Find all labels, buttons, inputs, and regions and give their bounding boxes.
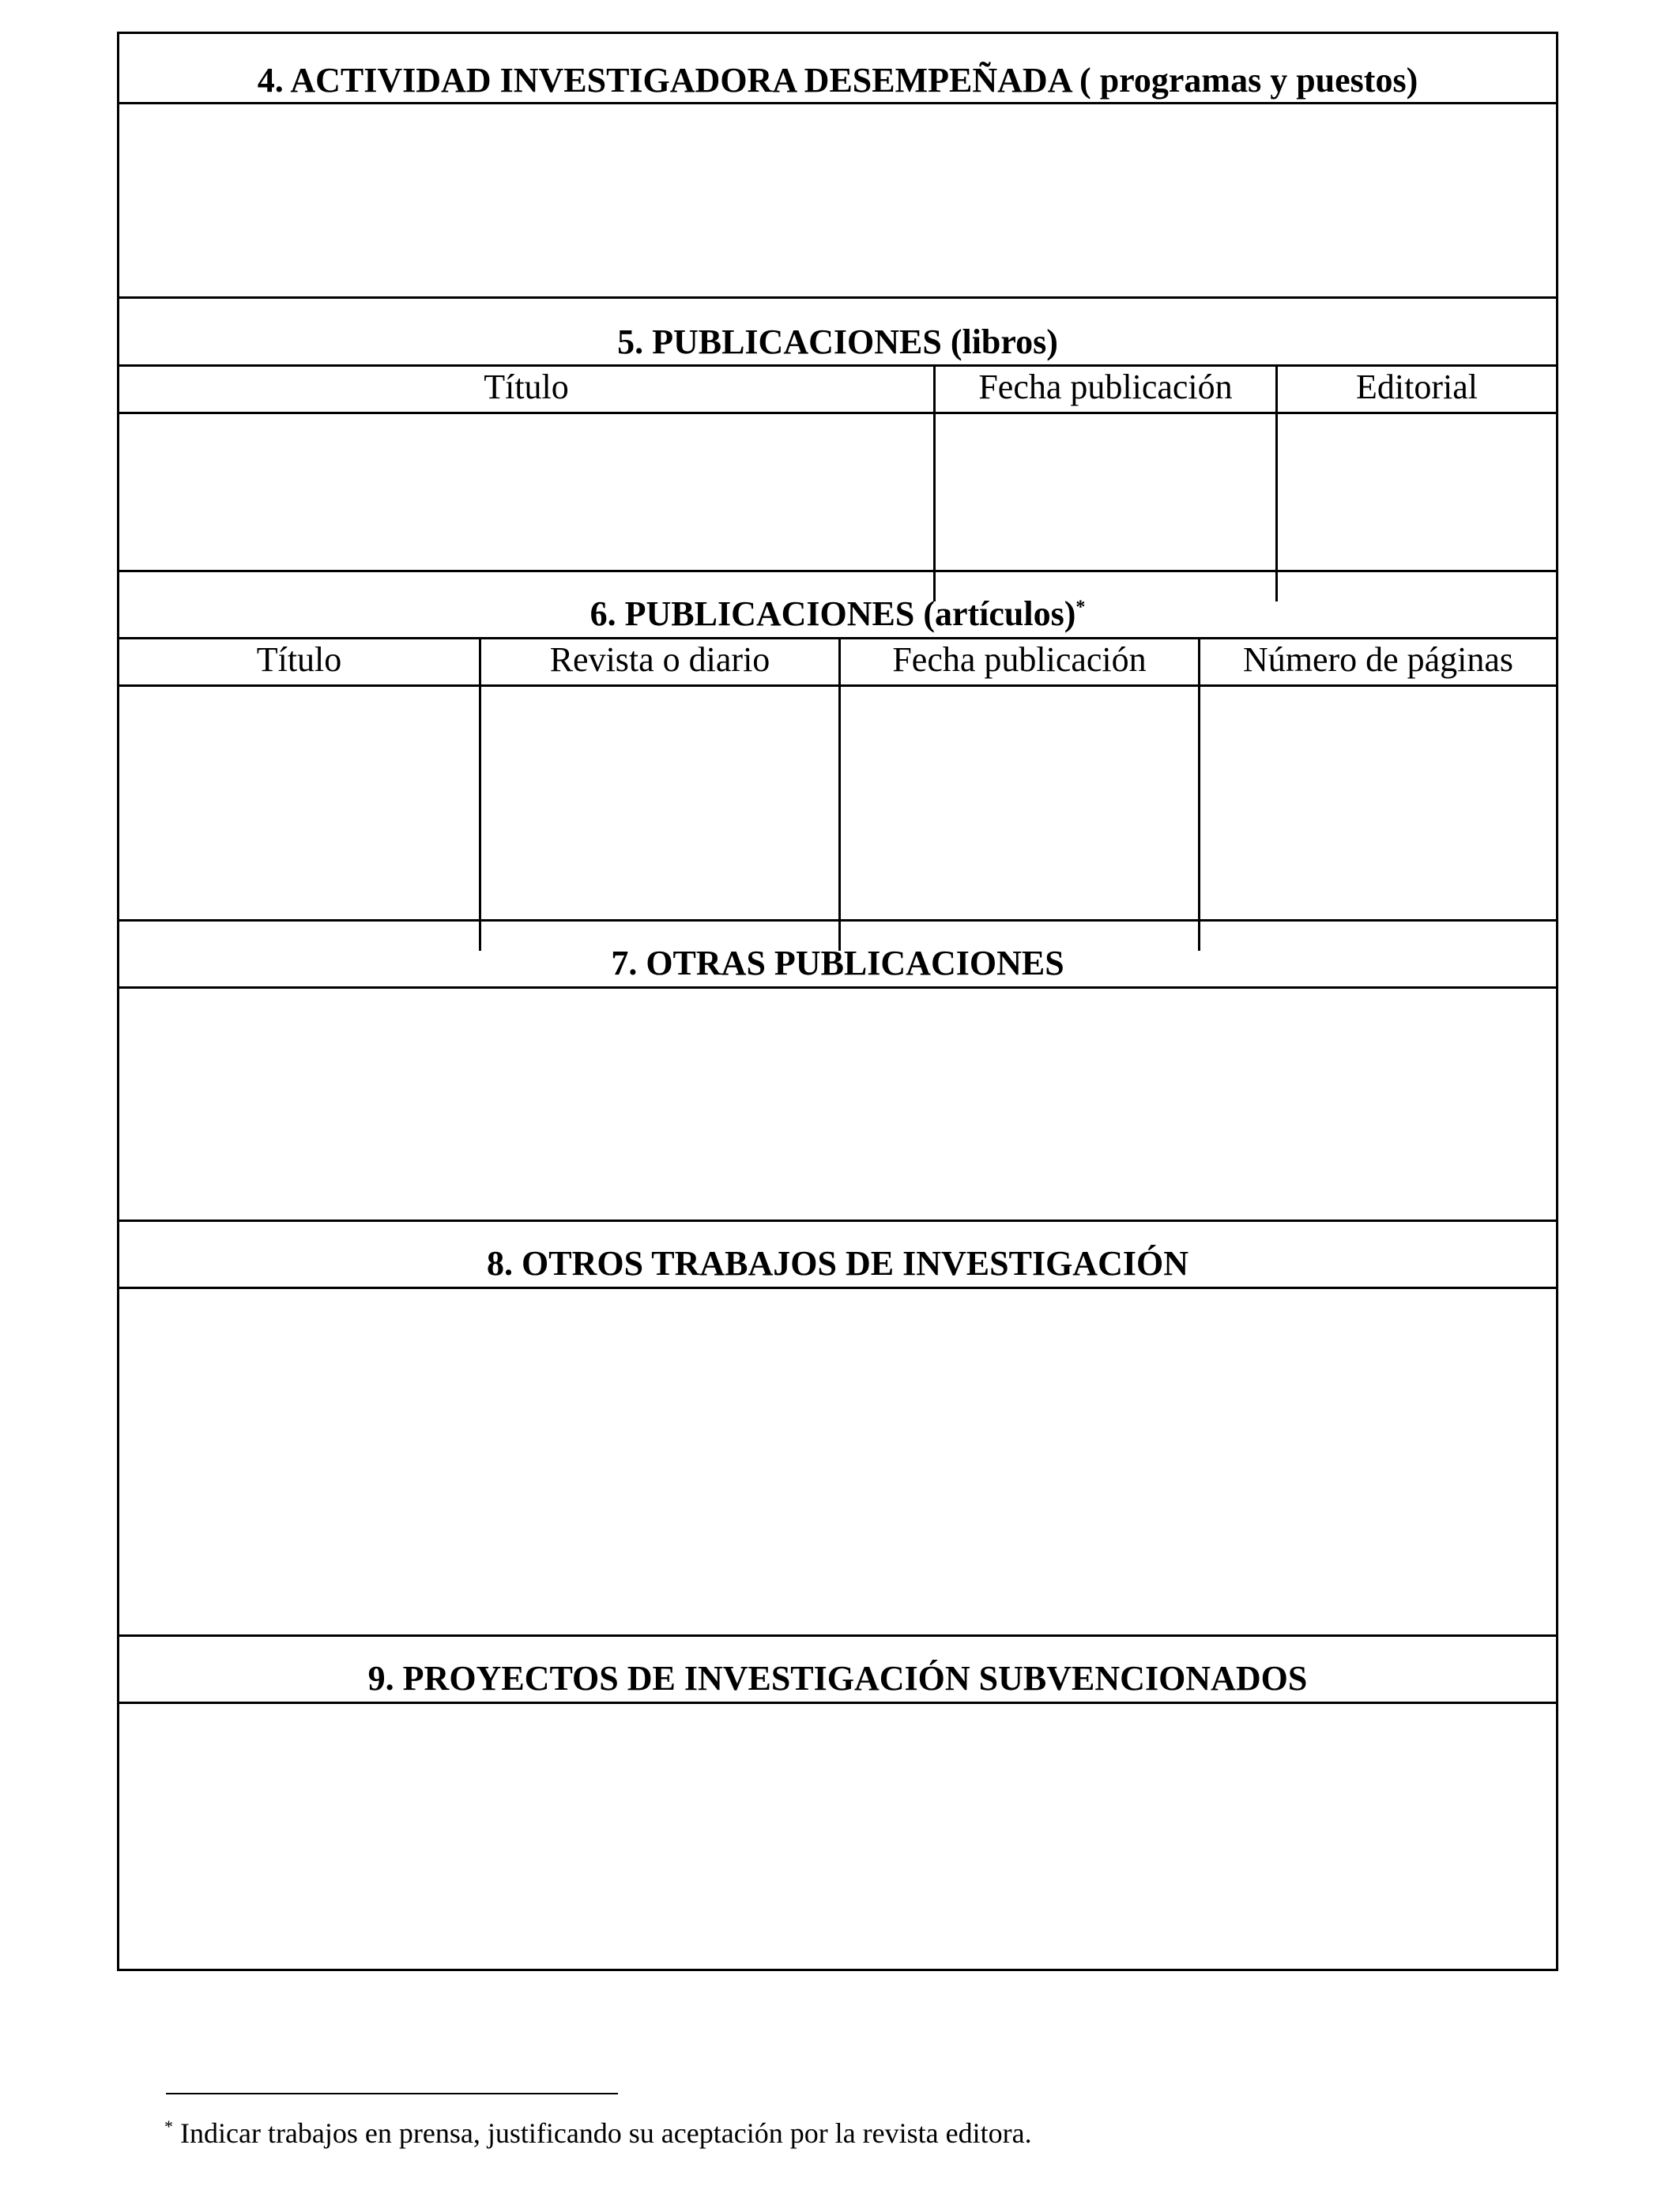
section-7-title: 7. OTRAS PUBLICACIONES bbox=[611, 944, 1064, 982]
section-9-content-field[interactable] bbox=[119, 1704, 1556, 1969]
books-publisher-field[interactable] bbox=[1278, 414, 1556, 601]
divider bbox=[119, 1634, 1556, 1637]
section-5-title: 5. PUBLICACIONES (libros) bbox=[617, 322, 1058, 361]
books-col-title: Título bbox=[484, 368, 569, 406]
divider bbox=[119, 570, 1556, 572]
section-8-content-field[interactable] bbox=[119, 1289, 1556, 1634]
section-4-title: 4. ACTIVIDAD INVESTIGADORA DESEMPEÑADA ( programas y puestos) bbox=[257, 61, 1418, 100]
section-8-title: 8. OTROS TRABAJOS DE INVESTIGACIÓN bbox=[487, 1244, 1188, 1283]
footnote-mark: * bbox=[164, 2117, 173, 2136]
articles-title-field[interactable] bbox=[119, 687, 479, 951]
articles-col-date: Fecha publicación bbox=[892, 640, 1147, 679]
footnote-separator bbox=[166, 2093, 618, 2094]
articles-col-journal: Revista o diario bbox=[549, 640, 770, 679]
divider bbox=[119, 364, 1556, 367]
footnote-text: Indicar trabajos en prensa, justificando su aceptación por la revista editora. bbox=[180, 2117, 1032, 2149]
section-7-content-field[interactable] bbox=[119, 989, 1556, 1220]
section-4-content-field[interactable] bbox=[119, 104, 1556, 296]
books-col-publisher: Editorial bbox=[1356, 368, 1478, 406]
footnote bbox=[164, 2117, 1032, 2150]
footnote-reference: * bbox=[1075, 597, 1086, 618]
divider bbox=[119, 1220, 1556, 1222]
cv-form-table bbox=[117, 32, 1558, 1971]
section-6-title-text: 6. PUBLICACIONES (artículos) bbox=[590, 594, 1076, 633]
articles-col-title: Título bbox=[256, 640, 342, 679]
divider bbox=[119, 919, 1556, 922]
section-6-title bbox=[119, 594, 1556, 634]
articles-journal-field[interactable] bbox=[481, 687, 838, 951]
books-title-field[interactable] bbox=[119, 414, 933, 601]
section-9-title: 9. PROYECTOS DE INVESTIGACIÓN SUBVENCIONADOS bbox=[367, 1659, 1308, 1698]
divider bbox=[119, 296, 1556, 299]
divider bbox=[119, 637, 1556, 639]
articles-col-pages: Número de páginas bbox=[1242, 640, 1514, 679]
articles-pages-field[interactable] bbox=[1200, 687, 1556, 951]
books-col-date: Fecha publicación bbox=[978, 368, 1233, 406]
books-date-field[interactable] bbox=[936, 414, 1275, 601]
articles-date-field[interactable] bbox=[841, 687, 1198, 951]
